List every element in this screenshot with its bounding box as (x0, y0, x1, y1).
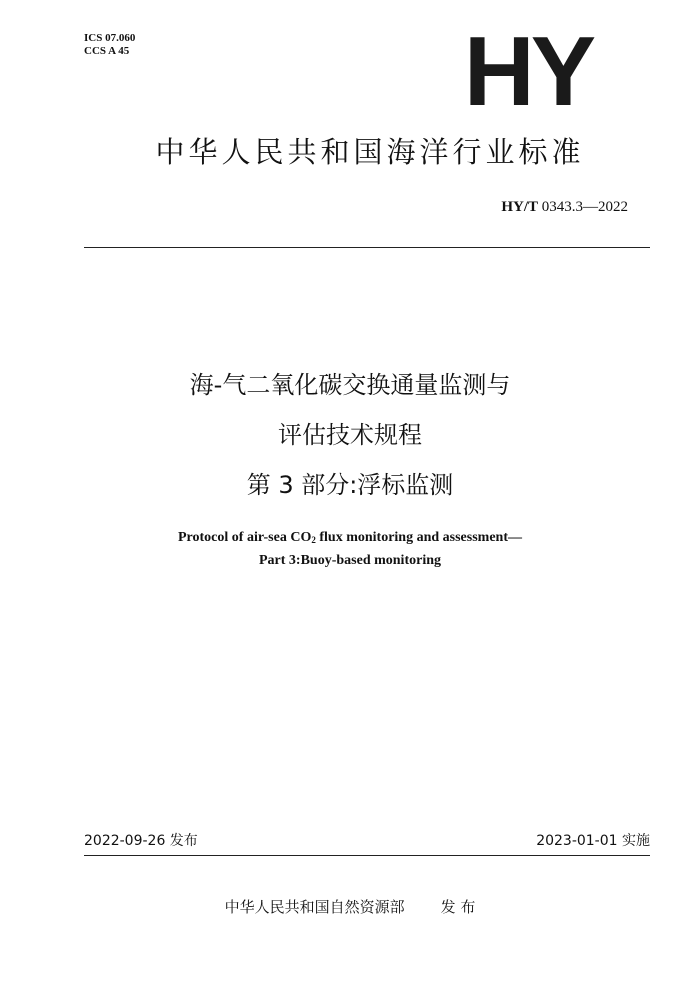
issue-date: 2022-09-26 发布 (84, 833, 198, 849)
standard-category-title: 中华人民共和国海洋行业标准 (155, 135, 585, 169)
title-en-line-1-start: Protocol of air-sea CO (178, 530, 312, 545)
ccs-code: CCS A 45 (84, 45, 130, 57)
publisher-action: 发 布 (440, 898, 476, 916)
title-en-line-2: Part 3:Buoy-based monitoring (259, 553, 441, 568)
publisher (0, 897, 700, 917)
standard-number (501, 198, 628, 216)
bottom-divider (84, 855, 650, 856)
title-zh-line-1: 海-气二氧化碳交换通量监测与 (189, 371, 511, 399)
title-en-line-1-end: flux monitoring and assessment— (315, 530, 522, 545)
standard-number-prefix: HY/T (501, 199, 538, 215)
top-divider (84, 247, 650, 248)
title-zh-line-2: 评估技术规程 (278, 421, 422, 449)
ics-code: ICS 07.060 (84, 32, 136, 44)
publisher-name: 中华人民共和国自然资源部 (224, 898, 405, 916)
title-en-subscript: 2 (311, 535, 316, 545)
implementation-date: 2023-01-01 实施 (536, 833, 650, 849)
title-zh-line-3: 第 3 部分:浮标监测 (246, 471, 454, 499)
classification-codes (84, 32, 135, 58)
standard-number-value: 0343.3—2022 (541, 199, 628, 215)
title-en-line-1 (60, 527, 640, 549)
hy-logo: HY (463, 16, 593, 126)
